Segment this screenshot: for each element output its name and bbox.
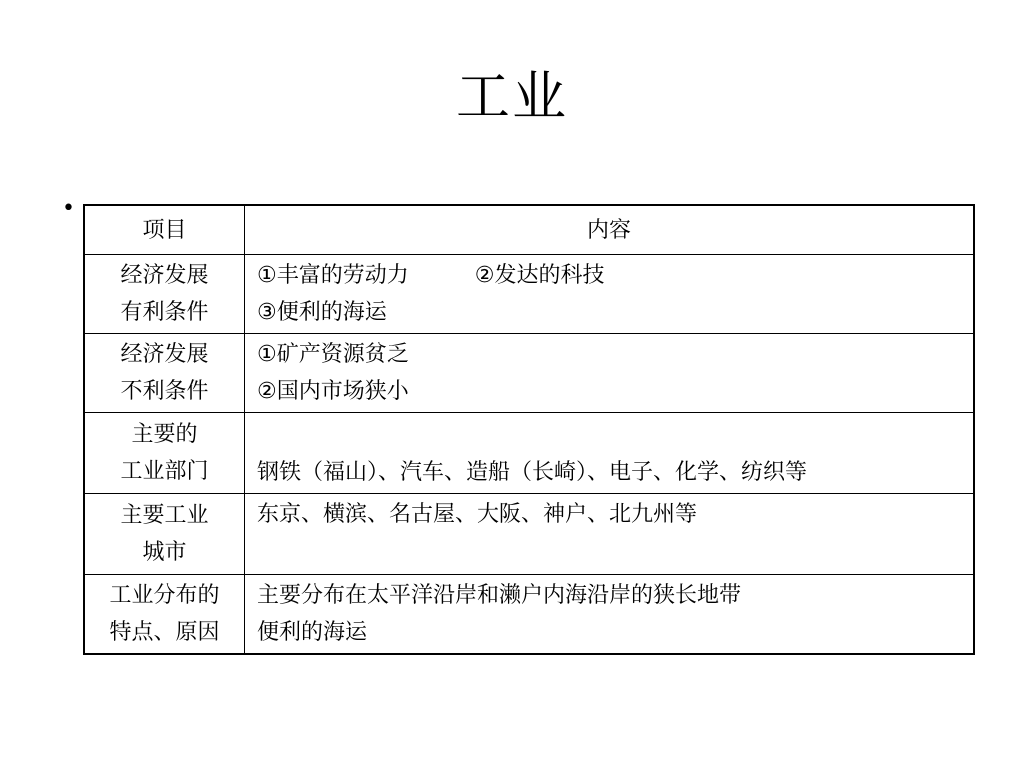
item-cell bbox=[85, 413, 245, 494]
table-row bbox=[85, 575, 974, 654]
content-text: ③便利的海运 bbox=[257, 300, 387, 325]
item-text: 不利条件 bbox=[120, 379, 209, 404]
content-cell bbox=[245, 575, 974, 654]
item-text: 城市 bbox=[142, 540, 187, 565]
header-content: 内容 bbox=[245, 206, 974, 255]
item-text: 特点、原因 bbox=[109, 620, 220, 645]
item-text: 主要的 bbox=[131, 422, 198, 447]
item-cell bbox=[85, 575, 245, 654]
content-text: ②国内市场狭小 bbox=[257, 379, 409, 404]
content-text: 主要分布在太平洋沿岸和濑户内海沿岸的狭长地带 bbox=[257, 583, 742, 608]
item-cell bbox=[85, 255, 245, 334]
industry-table bbox=[84, 205, 974, 654]
item-text: 经济发展 bbox=[120, 263, 209, 288]
content-cell bbox=[245, 255, 974, 334]
item-text: 工业部门 bbox=[120, 459, 209, 484]
slide-title: 工业 bbox=[456, 65, 568, 128]
table-row bbox=[85, 255, 974, 334]
item-text: 主要工业 bbox=[120, 503, 209, 528]
item-text: 有利条件 bbox=[120, 300, 209, 325]
table-row bbox=[85, 334, 974, 413]
content-text: ①矿产资源贫乏 bbox=[257, 342, 409, 367]
table-row bbox=[85, 494, 974, 575]
bullet-marker: • bbox=[62, 196, 75, 221]
header-item: 项目 bbox=[85, 206, 245, 255]
item-text: 经济发展 bbox=[120, 342, 209, 367]
item-cell bbox=[85, 334, 245, 413]
content-cell bbox=[245, 494, 974, 575]
content-text: 便利的海运 bbox=[257, 620, 368, 645]
table-header-row bbox=[85, 206, 974, 255]
content-cell bbox=[245, 413, 974, 494]
item-text: 工业分布的 bbox=[109, 583, 220, 608]
table-row bbox=[85, 413, 974, 494]
content-text: 钢铁（福山）、汽车、造船（长崎）、电子、化学、纺织等 bbox=[257, 460, 808, 485]
content-cell bbox=[245, 334, 974, 413]
content-text: ①丰富的劳动力 ②发达的科技 bbox=[257, 263, 605, 288]
content-text: 东京、横滨、名古屋、大阪、神户、北九州等 bbox=[257, 502, 698, 527]
item-cell bbox=[85, 494, 245, 575]
